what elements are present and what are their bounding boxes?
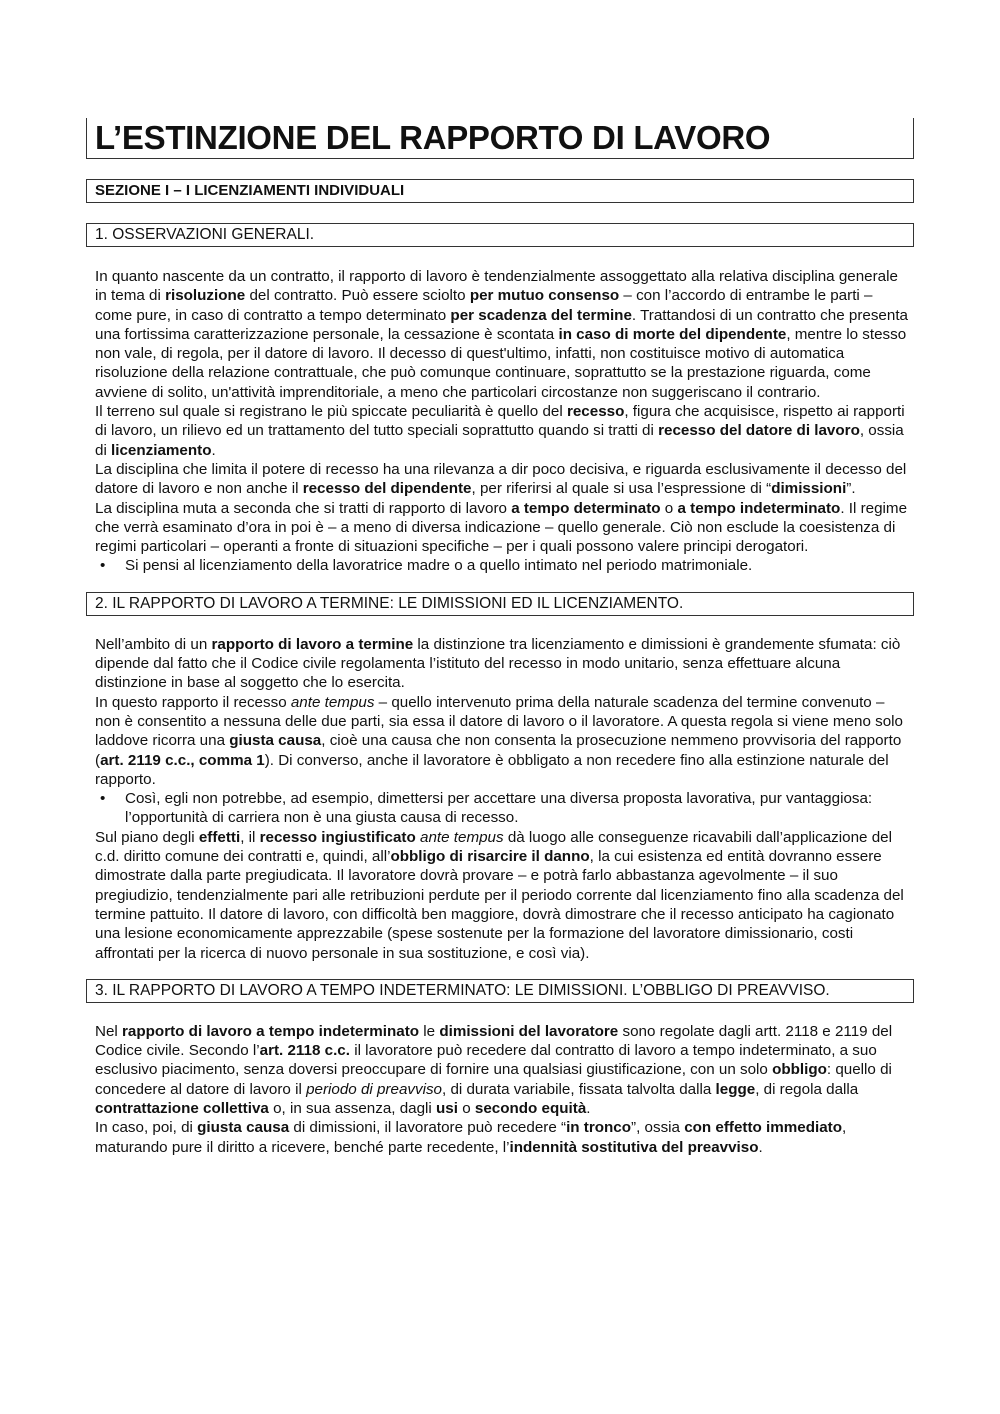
text-run: : quello di concedere al datore di lavoro il — [95, 1061, 892, 1098]
bullet-list — [95, 556, 910, 575]
document-page — [86, 118, 914, 1157]
text-run: In questo rapporto il recesso — [95, 693, 291, 711]
bold-text: secondo equità — [474, 1099, 587, 1117]
text-run: ”, ossia — [631, 1119, 685, 1137]
bold-text: obbligo di risarcire il danno — [390, 848, 590, 866]
bold-text: giusta causa — [197, 1119, 290, 1137]
italic-text: periodo di preavviso — [306, 1080, 442, 1098]
text-run: , figura che acquisisce, rispetto ai rapporti di lavoro, un rilievo ed un trattamento del tutto speciali soprattutto quando si tratti di — [95, 403, 905, 440]
text-run: , di durata variabile, fissata talvolta dalla — [442, 1080, 716, 1098]
bold-text: recesso del datore di lavoro — [658, 422, 860, 440]
text-run: o, in sua assenza, dagli — [268, 1099, 437, 1117]
section-1 — [86, 223, 914, 576]
section-1-body — [86, 267, 914, 576]
bold-text: a tempo determinato — [511, 499, 661, 517]
text-run: , la cui esistenza ed entità dovranno essere dimostrate dalla parte pregiudicata. Il lavoratore dovrà provare – e potrà farlo abbastanza agevolmente – il suo pregiudizio, tendenzialmente pari alle retribuzioni perdute per il periodo corrente dal licenziamento fino alla scadenza del termine pattuito. Il datore di lavoro, con difficoltà ben maggiore, dovrà dimostrare che il recesso anticipato ha cagionato una lesione economicamente apprezzabile (spese sostenute per la formazione del lavoratore dimissionario, costi affrontati per la ricerca di nuovo personale in sua sostituzione, e così via). — [95, 848, 904, 962]
bold-text: obbligo — [772, 1061, 827, 1079]
text-run: In quanto nascente da un contratto, il rapporto di lavoro è tendenzialmente assoggettato alla relativa disciplina generale in tema di — [95, 268, 898, 305]
document-title: L’ESTINZIONE DEL RAPPORTO DI LAVORO — [95, 119, 771, 156]
paragraph — [95, 460, 910, 499]
bold-text: giusta causa — [229, 732, 322, 750]
text-run: ). Di converso, anche il lavoratore è obbligato a non recedere fino alla estinzione naturale del rapporto. — [95, 751, 889, 788]
text-run: La disciplina muta a seconda che si tratti di rapporto di lavoro — [95, 499, 512, 517]
paragraph — [95, 828, 910, 963]
bold-text: indennità sostitutiva del preavviso — [509, 1138, 759, 1156]
text-run: , il — [240, 828, 260, 846]
paragraph — [95, 267, 910, 402]
text-run: Si pensi al licenziamento della lavoratrice madre o a quello intimato nel periodo matrimoniale. — [125, 557, 753, 575]
paragraph — [95, 635, 910, 693]
text-run: . Il regime che verrà esaminato d’ora in poi è – a meno di diversa indicazione – quello generale. Ciò non esclude la coesistenza di regimi particolari – operanti a fronte di situazioni specifiche – per i quali possono valere principi derogatori. — [95, 499, 908, 556]
paragraph — [95, 499, 910, 557]
bold-text: con effetto immediato — [684, 1119, 842, 1137]
text-run: sono regolate dagli artt. 2118 e 2119 del Codice civile. Secondo l’ — [95, 1022, 893, 1060]
text-run: o — [660, 499, 678, 517]
text-run: del contratto. Può essere sciolto — [245, 287, 470, 305]
bold-text: in caso di morte del dipendente — [558, 325, 787, 343]
bold-text: recesso — [566, 403, 625, 421]
text-run: – con l’accordo di entrambe le parti – come pure, in caso di contratto a tempo determinato — [95, 287, 873, 324]
text-run: Nel — [95, 1022, 123, 1040]
paragraph — [95, 1022, 910, 1118]
bold-text: risoluzione — [165, 287, 246, 305]
bullet-item — [125, 789, 910, 828]
text-run: , cioè una causa che non consenta la prosecuzione nemmeno provvisoria del rapporto ( — [95, 732, 902, 769]
bold-text: per mutuo consenso — [469, 287, 620, 305]
italic-text: ante tempus — [420, 828, 504, 846]
bold-text: legge — [715, 1080, 756, 1098]
section-2-body — [86, 635, 914, 963]
text-run: Il terreno sul quale si registrano le più spiccate peculiarità è quello del — [95, 403, 567, 421]
bold-text: per scadenza del termine — [450, 306, 632, 324]
bold-text: recesso ingiustificato — [259, 828, 416, 846]
bold-text: rapporto di lavoro a termine — [211, 635, 414, 653]
text-run: , di regola dalla — [755, 1080, 859, 1098]
text-run: la distinzione tra licenziamento e dimissioni è grandemente sfumata: ciò dipende dal fatto che il Codice civile regolamenta l’istituto del recesso in modo unitario, senza effettuare alcuna distinzione in base al soggetto che lo esercita. — [95, 635, 901, 692]
text-run: Così, egli non potrebbe, ad esempio, dimettersi per accettare una diversa proposta lavorativa, pur vantaggiosa: l’opportunità di carriera non è una giusta causa di recesso. — [125, 790, 873, 827]
text-run: Nell’ambito di un — [95, 635, 212, 653]
section-2-heading: 2. IL RAPPORTO DI LAVORO A TERMINE: LE DIMISSIONI ED IL LICENZIAMENTO. — [86, 592, 914, 616]
text-run: . — [211, 441, 216, 459]
section-2 — [86, 592, 914, 963]
paragraph — [95, 402, 910, 460]
text-run: In caso, poi, di — [95, 1119, 198, 1137]
text-run: o — [457, 1099, 475, 1117]
section-3 — [86, 979, 914, 1157]
text-run: , ossia di — [95, 422, 904, 459]
text-run: Sul piano degli — [95, 828, 199, 846]
bold-text: dimissioni — [771, 480, 847, 498]
bold-text: art. 2118 c.c. — [259, 1042, 350, 1060]
section-1-heading: 1. OSSERVAZIONI GENERALI. — [86, 223, 914, 247]
bold-text: dimissioni del lavoratore — [439, 1022, 619, 1040]
text-run: le — [419, 1022, 440, 1040]
text-run: , maturando pure il diritto a ricevere, benché parte recedente, l’ — [95, 1119, 847, 1156]
italic-text: ante tempus — [290, 693, 375, 711]
bold-text: a tempo indeterminato — [677, 499, 841, 517]
paragraph — [95, 1118, 910, 1157]
text-run: di dimissioni, il lavoratore può recedere “ — [289, 1119, 567, 1137]
paragraph — [95, 693, 910, 789]
text-run: . — [758, 1138, 763, 1156]
bold-text: recesso del dipendente — [302, 480, 472, 498]
section-3-heading: 3. IL RAPPORTO DI LAVORO A TEMPO INDETERMINATO: LE DIMISSIONI. L’OBBLIGO DI PREAVVISO. — [86, 979, 914, 1003]
text-run: dà luogo alle conseguenze ricavabili dall’applicazione del c.d. diritto comune dei contratti e, quindi, all’ — [95, 828, 892, 866]
bold-text: rapporto di lavoro a tempo indeterminato — [122, 1022, 420, 1040]
bullet-list — [95, 789, 910, 828]
bold-text: contrattazione collettiva — [95, 1099, 269, 1117]
bullet-item — [125, 556, 910, 575]
text-run: , mentre lo stesso non vale, di regola, per il datore di lavoro. Il decesso di quest'ultimo, infatti, non costituisce motivo di automatica risoluzione della relazione contrattuale, che può comunque continuare, soprattutto se la prestazione riguarda, come avviene di solito, un'attività imprenditoriale, a meno che particolari circostanze non suggeriscano il contrario. — [95, 325, 907, 401]
bold-text: licenziamento — [111, 441, 212, 459]
text-run: La disciplina che limita il potere di recesso ha una rilevanza a dir poco decisiva, e riguarda esclusivamente il decesso del datore di lavoro e non anche il — [95, 460, 907, 498]
bold-text: in tronco — [566, 1119, 632, 1137]
bold-text: art. 2119 c.c., comma 1 — [100, 751, 265, 769]
text-run: , per riferirsi al quale si usa l’espressione di “ — [471, 480, 772, 498]
title-box — [86, 118, 914, 159]
section-3-body — [86, 1022, 914, 1157]
bold-text: effetti — [198, 828, 241, 846]
text-run: ”. — [846, 480, 856, 498]
bold-text: usi — [436, 1099, 458, 1117]
text-run: il lavoratore può recedere dal contratto di lavoro a tempo indeterminato, a suo esclusivo piacimento, senza doversi preoccupare di fornire una qualsiasi giustificazione, con un solo — [95, 1042, 877, 1079]
text-run: – quello intervenuto prima della naturale scadenza del termine convenuto – non è consentito a nessuna delle due parti, sia essa il datore di lavoro o il lavoratore. A questa regola si viene meno solo laddove ricorra una — [95, 693, 903, 750]
text-run: . — [586, 1099, 591, 1117]
section-heading: SEZIONE I – I LICENZIAMENTI INDIVIDUALI — [86, 179, 914, 203]
text-run: . Trattandosi di un contratto che presenta una fortissima caratterizzazione personale, la cessazione è scontata — [95, 306, 908, 343]
